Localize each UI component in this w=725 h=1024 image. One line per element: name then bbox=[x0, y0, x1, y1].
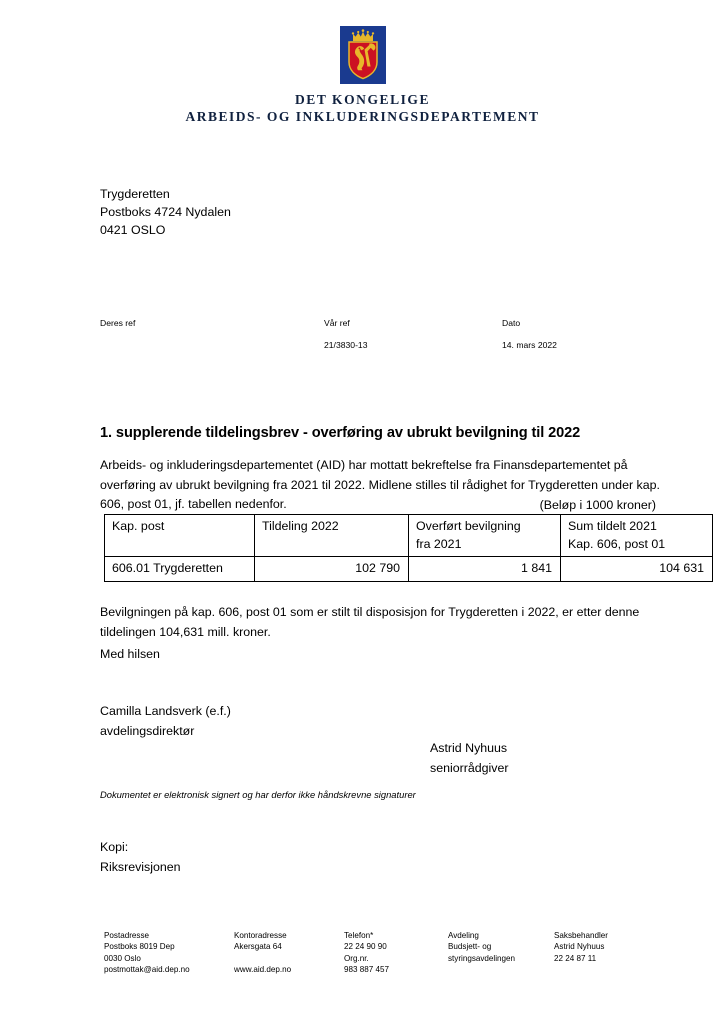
footer-postadresse-email: postmottak@aid.dep.no bbox=[104, 964, 190, 974]
footer-avdeling-head: Avdeling bbox=[448, 931, 479, 940]
footer-orgnr-label: Org.nr. bbox=[344, 953, 369, 963]
footer-kontoradresse-head: Kontoradresse bbox=[234, 931, 287, 940]
copy-recipient: Riksrevisjonen bbox=[100, 859, 181, 874]
cell-tildeling-2022: 102 790 bbox=[255, 557, 409, 582]
footer-postadresse-line1: Postboks 8019 Dep bbox=[104, 942, 175, 952]
footer-kontoradresse-website: www.aid.dep.no bbox=[234, 964, 292, 974]
document-title: 1. supplerende tildelingsbrev - overføring av ubrukt bevilgning til 2022 bbox=[100, 424, 581, 441]
footer-column-saksbehandler bbox=[554, 930, 674, 964]
var-ref-value: 21/3830-13 bbox=[324, 340, 368, 350]
footer-column-telefon bbox=[344, 930, 444, 975]
header-tildeling-line1: Tildeling 2022 bbox=[262, 519, 339, 533]
cell-sum-tildelt: 104 631 bbox=[561, 557, 713, 582]
copy-label: Kopi: bbox=[100, 840, 129, 854]
footer-postadresse-line2: 0030 Oslo bbox=[104, 953, 141, 963]
allocation-table-body bbox=[105, 557, 713, 582]
footer-saksbehandler-name: Astrid Nyhuus bbox=[554, 942, 605, 952]
header-kap-post bbox=[105, 515, 255, 557]
signature-left-role: avdelingsdirektør bbox=[100, 723, 195, 738]
ministry-name bbox=[0, 91, 725, 126]
intro-paragraph: Arbeids- og inkluderingsdepartementet (AID) har mottatt bekreftelse fra Finansdepartementet på overføring av ubrukt bevilgning fra 2021 til 2022. Midlene stilles til rådighet for Trygderetten under kap. 606, post 01, jf. tabellen nedenfor. bbox=[100, 458, 660, 512]
electronic-signature-note: Dokumentet er elektronisk signert og har derfor ikke håndskrevne signaturer bbox=[100, 789, 416, 800]
recipient-street: Postboks 4724 Nydalen bbox=[100, 205, 231, 220]
recipient-postal: 0421 OSLO bbox=[100, 223, 166, 238]
header-overfort-line2: fra 2021 bbox=[416, 536, 462, 551]
footer-kontoradresse-line1: Akersgata 64 bbox=[234, 942, 282, 952]
signature-right-role: seniorrådgiver bbox=[430, 760, 509, 775]
footer-telefon-head: Telefon* bbox=[344, 931, 374, 940]
signature-right-name: Astrid Nyhuus bbox=[430, 741, 508, 755]
cell-overfort-bevilgning: 1 841 bbox=[409, 557, 561, 582]
closing-greeting: Med hilsen bbox=[100, 647, 160, 661]
header-sum-tildelt-line1: Sum tildelt 2021 bbox=[568, 519, 657, 533]
footer-telefon-number: 22 24 90 90 bbox=[344, 942, 387, 952]
norwegian-coat-of-arms-icon bbox=[340, 26, 386, 84]
var-ref-label: Vår ref bbox=[324, 318, 350, 328]
allocation-table bbox=[104, 514, 713, 582]
deres-ref-label: Deres ref bbox=[100, 318, 136, 328]
copy-recipients-block bbox=[100, 838, 181, 877]
signature-block-right bbox=[430, 739, 509, 778]
signature-block-left bbox=[100, 702, 231, 741]
allocation-table-header bbox=[105, 515, 713, 557]
cell-kap-post: 606.01 Trygderetten bbox=[105, 557, 255, 582]
footer-column-kontoradresse bbox=[234, 930, 344, 975]
signature-left-name: Camilla Landsverk (e.f.) bbox=[100, 704, 231, 718]
table-row bbox=[105, 557, 713, 582]
footer-kontoradresse-spacer bbox=[234, 953, 344, 964]
dato-label: Dato bbox=[502, 318, 521, 328]
header-overfort-line1: Overført bevilgning bbox=[416, 519, 521, 533]
footer-orgnr-value: 983 887 457 bbox=[344, 964, 390, 974]
var-ref-column bbox=[324, 318, 368, 350]
deres-ref-column bbox=[100, 318, 135, 340]
header-overfort bbox=[409, 515, 561, 557]
letterhead bbox=[0, 26, 725, 126]
footer-saksbehandler-head: Saksbehandler bbox=[554, 931, 608, 940]
footer-postadresse-head: Postadresse bbox=[104, 931, 149, 940]
header-kap-post-line1: Kap. post bbox=[112, 519, 165, 533]
ministry-line-2: ARBEIDS- OG INKLUDERINGSDEPARTEMENT bbox=[185, 109, 540, 125]
footer-saksbehandler-phone: 22 24 87 11 bbox=[554, 953, 597, 963]
footer-avdeling-line2: styringsavdelingen bbox=[448, 953, 516, 963]
footer-column-avdeling bbox=[448, 930, 558, 964]
after-table-paragraph: Bevilgningen på kap. 606, post 01 som er stilt til disposisjon for Trygderetten i 2022, er etter denne tildelingen 104,631 mill. kroner. bbox=[100, 605, 640, 639]
footer-avdeling-line1: Budsjett- og bbox=[448, 942, 492, 952]
amount-unit-note: (Beløp i 1000 kroner) bbox=[539, 498, 656, 512]
footer-column-postadresse bbox=[104, 930, 234, 975]
header-sum-tildelt-line2: Kap. 606, post 01 bbox=[568, 536, 666, 551]
dato-column bbox=[502, 318, 557, 350]
table-header-row bbox=[105, 515, 713, 557]
recipient-name: Trygderetten bbox=[100, 187, 170, 201]
header-sum-tildelt bbox=[561, 515, 713, 557]
dato-value: 14. mars 2022 bbox=[502, 340, 557, 350]
recipient-address-block bbox=[100, 185, 231, 240]
ministry-line-1: DET KONGELIGE bbox=[294, 92, 431, 107]
header-tildeling bbox=[255, 515, 409, 557]
